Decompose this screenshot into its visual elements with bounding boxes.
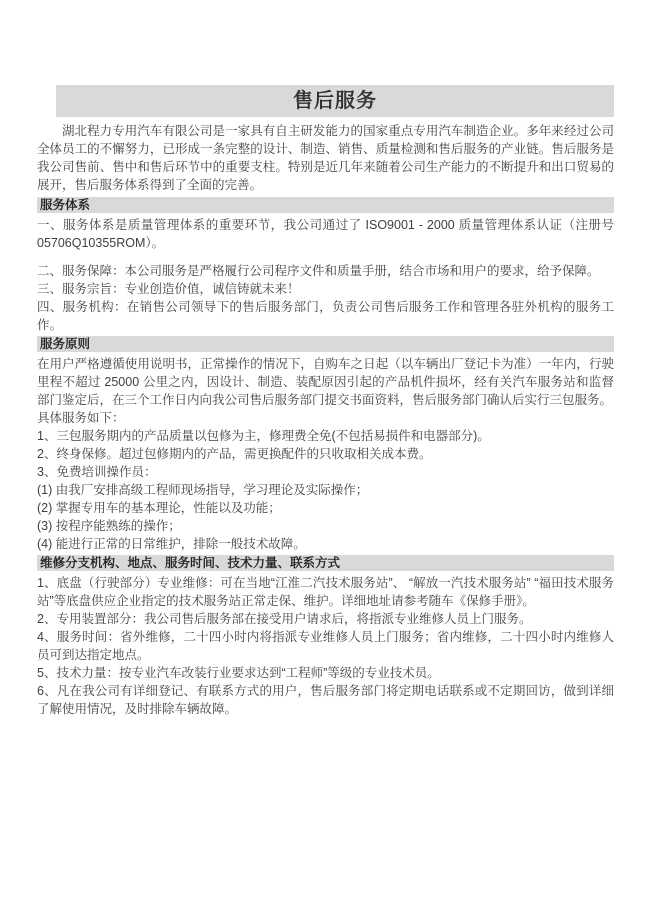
section-heading-service-principles: 服务原则	[37, 336, 614, 352]
sub-list-item: (3) 按程序能熟练的操作；	[37, 519, 181, 533]
section-heading-service-system: 服务体系	[37, 197, 614, 213]
sub-list-item: (4) 能进行正常的日常维护，排除一般技术故障。	[37, 537, 306, 551]
list-item: 二、服务保障：本公司服务是严格履行公司程序文件和质量手册，结合市场和用户的要求，给予保障。	[37, 264, 600, 278]
list-item: 四、服务机构：在销售公司领导下的售后服务部门，负责公司售后服务工作和管理各驻外机构的服务工作。	[37, 300, 614, 332]
list-item: 3、免费培训操作员：	[37, 465, 157, 479]
list-item: 三、服务宗旨：专业创造价值，诚信铸就未来！	[37, 282, 300, 296]
paragraph: 在用户严格遵循使用说明书，正常操作的情况下，自购车之日起（以车辆出厂登记卡为准）一年内，行驶里程不超过 25000 公里之内，因设计、制造、装配原因引起的产品机件损坏，经有关汽车服务站和监督部门鉴定后，在三个工作日内向我公司售后服务部门提交书面资料，售后服务部门确认后实行三包服务。	[37, 357, 614, 407]
list-item: 6、凡在我公司有详细登记、有联系方式的用户，售后服务部门将定期电话联系或不定期回访，做到详细了解使用情况，及时排除车辆故障。	[37, 684, 614, 716]
section-service-system	[37, 197, 614, 334]
list-item: 4、服务时间：省外维修，二十四小时内将指派专业维修人员上门服务；省内维修，二十四小时内维修人员可到达指定地点。	[37, 630, 614, 662]
section-repair-branches	[37, 555, 614, 718]
list-item: 2、终身保修。超过包修期内的产品，需更换配件的只收取相关成本费。	[37, 447, 432, 461]
list-item: 5、技术力量：按专业汽车改装行业要求达到“工程师”等级的专业技术员。	[37, 666, 440, 680]
section-heading-repair-branches: 维修分支机构、地点、服务时间、技术力量、联系方式	[37, 555, 614, 571]
sub-list-item: (2) 掌握专用车的基本理论，性能以及功能；	[37, 501, 281, 515]
list-item: 1、三包服务期内的产品质量以包修为主，修理费全免(不包括易损件和电器部分)。	[37, 429, 490, 443]
list-item: 一、服务体系是质量管理体系的重要环节，我公司通过了 ISO9001 - 2000 质量管理体系认证（注册号 05706Q10355ROM）。	[37, 218, 614, 250]
list-item: 2、专用装置部分：我公司售后服务部在接受用户请求后，将指派专业维修人员上门服务。	[37, 612, 532, 626]
sub-list-item: (1) 由我厂安排高级工程师现场指导，学习理论及实际操作；	[37, 483, 369, 497]
list-item: 1、底盘（行驶部分）专业维修：可在当地“江淮二汽技术服务站”、 “解放一汽技术服务站” “福田技术服务站”等底盘供应企业指定的技术服务站正常走保、维护。详细地址请参考随车《保修手册》。	[37, 576, 614, 608]
paragraph: 具体服务如下：	[37, 411, 125, 425]
page-title: 售后服务	[56, 85, 614, 117]
intro-paragraph: 湖北程力专用汽车有限公司是一家具有自主研发能力的国家重点专用汽车制造企业。多年来经过公司全体员工的不懈努力，已形成一条完整的设计、制造、销售、质量检测和售后服务的产业链。售后服务是我公司售前、售中和售后环节中的重要支柱。特别是近几年来随着公司生产能力的不断提升和出口贸易的展开，售后服务体系得到了全面的完善。	[37, 124, 614, 192]
section-service-principles	[37, 336, 614, 553]
